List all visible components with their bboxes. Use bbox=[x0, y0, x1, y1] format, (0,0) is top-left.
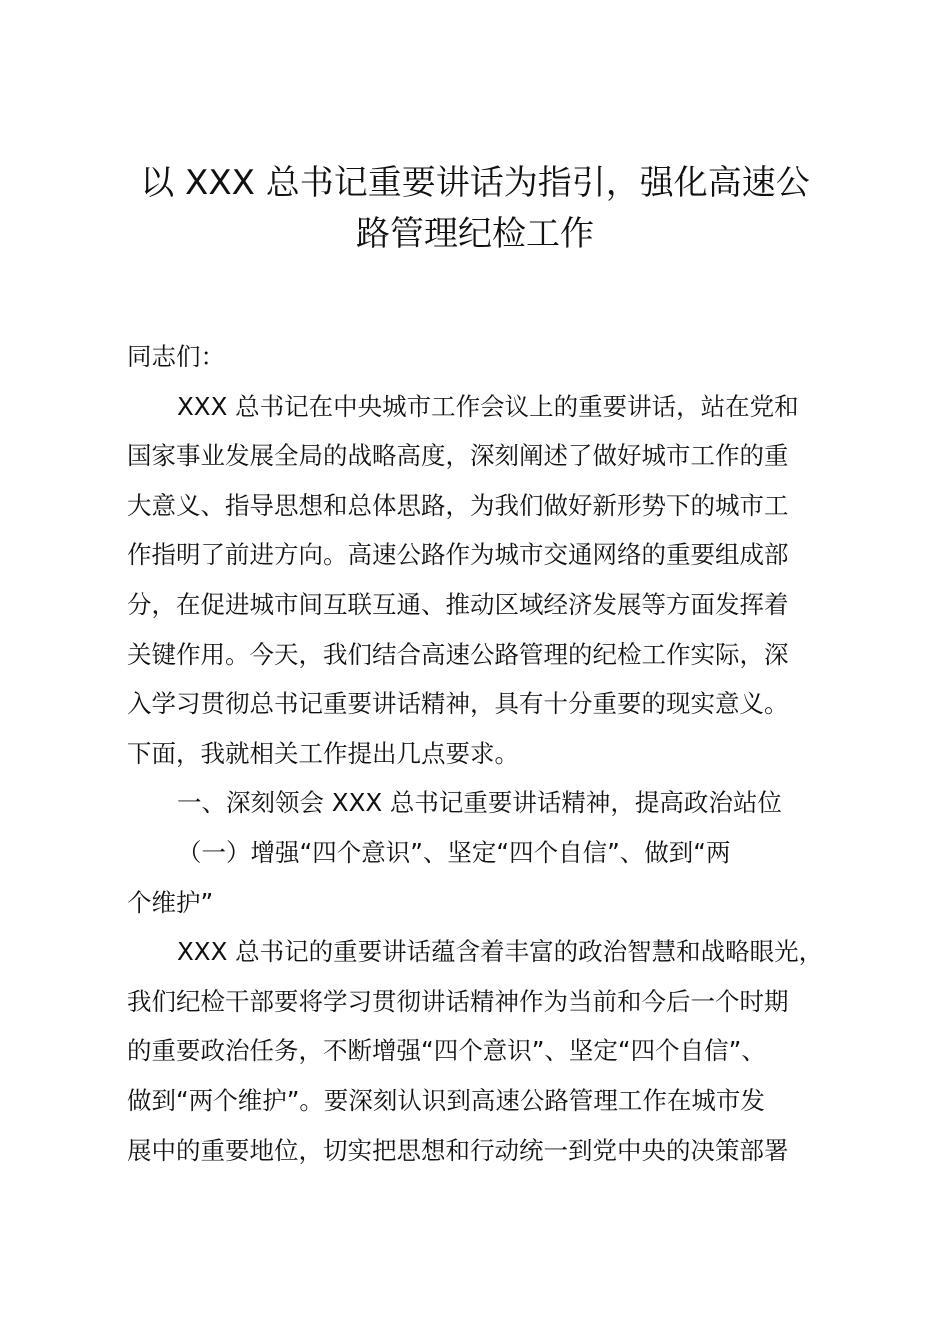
document-title bbox=[100, 158, 850, 260]
paragraph-line: 大意义、指导思想和总体思路，为我们做好新形势下的城市工 bbox=[127, 490, 789, 520]
paragraph-line: 关键作用。今天，我们结合高速公路管理的纪检工作实际，深 bbox=[127, 639, 789, 669]
paragraph-line: 国家事业发展全局的战略高度，深刻阐述了做好城市工作的重 bbox=[127, 441, 789, 471]
title-line-2: 路管理纪检工作 bbox=[356, 214, 594, 254]
paragraph-line: 展中的重要地位，切实把思想和行动统一到党中央的决策部署 bbox=[127, 1135, 789, 1165]
title-line-1: 以 XXX 总书记重要讲话为指引，强化高速公 bbox=[140, 163, 810, 203]
salutation: 同志们： bbox=[127, 342, 225, 371]
paragraph-line: 做到“两个维护”。要深刻认识到高速公路管理工作在城市发 bbox=[127, 1085, 765, 1115]
paragraph-line: 下面，我就相关工作提出几点要求。 bbox=[127, 738, 519, 768]
paragraph-line: XXX 总书记的重要讲话蕴含着丰富的政治智慧和战略眼光， bbox=[177, 937, 824, 967]
paragraph-line: 我们纪检干部要将学习贯彻讲话精神作为当前和今后一个时期 bbox=[127, 986, 789, 1016]
paragraph-line: 的重要政治任务，不断增强“四个意识”、坚定“四个自信”、 bbox=[127, 1036, 766, 1066]
section-heading: 一、深刻领会 XXX 总书记重要讲话精神，提高政治站位 bbox=[177, 788, 782, 818]
paragraph-line: XXX 总书记在中央城市工作会议上的重要讲话，站在党和 bbox=[177, 391, 799, 421]
paragraph-line: 分，在促进城市间互联互通、推动区域经济发展等方面发挥着 bbox=[127, 589, 789, 619]
document-body bbox=[127, 332, 857, 1175]
paragraph-line: 作指明了前进方向。高速公路作为城市交通网络的重要组成部 bbox=[127, 540, 789, 570]
paragraph-line: 入学习贯彻总书记重要讲话精神，具有十分重要的现实意义。 bbox=[127, 689, 789, 719]
subsection-heading-line: （一）增强“四个意识”、坚定“四个自信”、做到“两 bbox=[177, 837, 731, 867]
subsection-heading-line: 个维护” bbox=[127, 887, 214, 917]
